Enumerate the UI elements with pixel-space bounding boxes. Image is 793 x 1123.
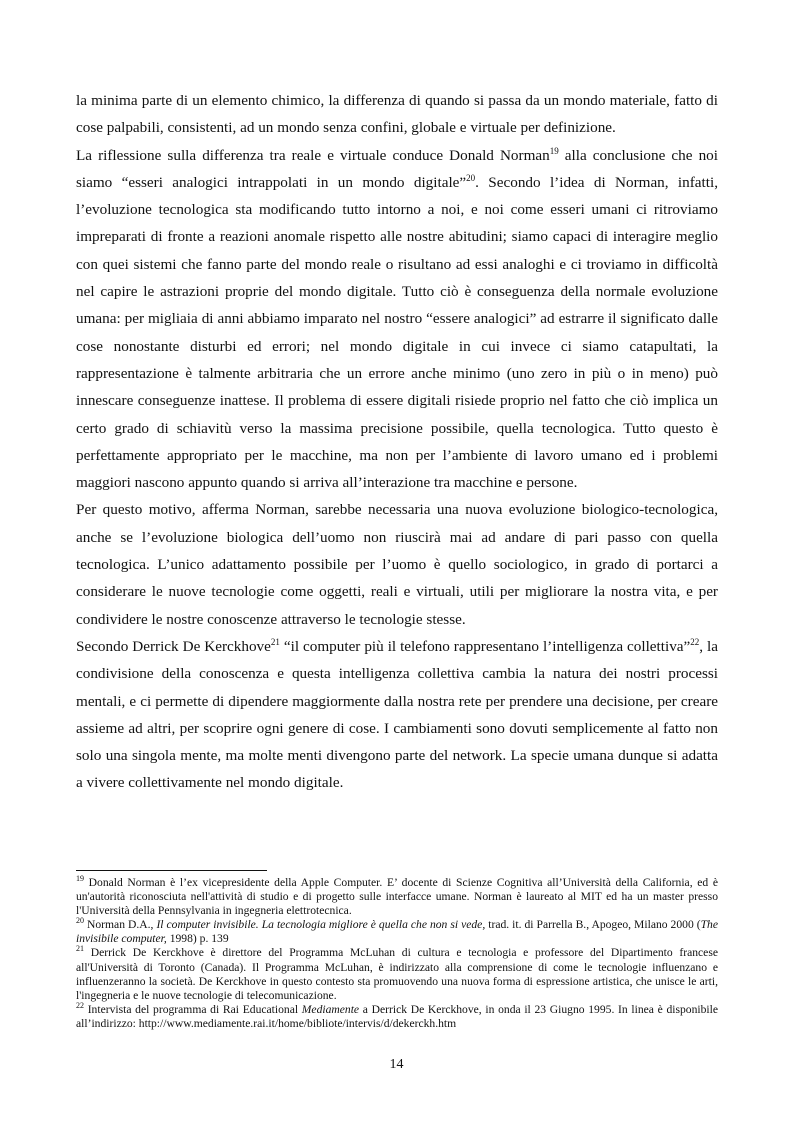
- footnote: [76, 946, 718, 1002]
- show-title: Mediamente: [301, 1002, 360, 1016]
- footnote-text: Norman D.A.,: [84, 918, 157, 932]
- footnote-text: Derrick De Kerckhove è direttore del Programma McLuhan di cultura e tecnologia e professore del Dipartimento francese all'Università di Toronto (Canada). Il Programma McLuhan, è indirizzato alla comprensione di come le tecnologie influenzano e influenzeranno la società. De Kerckhove in questo contesto sta promuovendo una nuova forma di espressione artistica, che unisce le arti, l'ingegneria e le nuove tecnologie di telecomunicazione.: [76, 946, 718, 1002]
- footnote-number: 22: [76, 1000, 84, 1010]
- text-run: alla conclusione che noi siamo “esseri analogici intrappolati in un mondo digitale”: [76, 146, 718, 191]
- paragraph: [76, 142, 718, 497]
- paragraph: Per questo motivo, afferma Norman, sarebbe necessaria una nuova evoluzione biologico-tecnologica, anche se l’evoluzione biologica dell’uomo non riuscirà mai ad andare di pari passo con quella tecnologica. L’unico adattamento possibile per l’uomo è quello sociologico, in grado di portarci a considerare le nuove tecnologie come oggetti, reali e virtuali, utili per migliorare la nostra vita, e per condividere le nostre conoscenze attraverso le tecnologie stesse.: [76, 501, 718, 628]
- footnote-text: Intervista del programma di Rai Educational: [84, 1002, 302, 1016]
- footnote: [76, 876, 718, 918]
- text-run: La riflessione sulla differenza tra reale e virtuale conduce Donald Norman: [76, 146, 550, 164]
- footnote: [76, 1000, 718, 1031]
- body-text: [76, 87, 718, 797]
- page-number: 14: [389, 1057, 404, 1072]
- text-run: Secondo Derrick De Kerckhove: [76, 637, 271, 655]
- footnote: [76, 918, 718, 946]
- footnote-text: Donald Norman è l’ex vicepresidente della Apple Computer. E’ docente di Scienze Cognitiva all’Università della California, ed è un'autorità riconosciuta nell'attività di studio e di progetto sulle interfacce umane. Norman è laureato al MIT ed ha un master presso l'Università della Pennsylvania in ingegneria elettrotecnica.: [76, 876, 718, 918]
- footnotes: [76, 876, 718, 1031]
- footnote-number: 20: [76, 916, 84, 926]
- paragraph: la minima parte di un elemento chimico, la differenza di quando si passa da un mondo materiale, fatto di cose palpabili, consistenti, ad un mondo senza confini, globale e virtuale per definizione.: [76, 92, 718, 137]
- footnote-divider: [76, 870, 267, 871]
- original-title: The invisibile computer,: [76, 918, 718, 946]
- footnote-ref[interactable]: 21: [270, 636, 280, 647]
- text-run: , la condivisione della conoscenza e questa intelligenza collettiva cambia la natura dei nostri processi mentali, e ci permette di dipendere maggiormente dalla nostra rete per prendere una decisione, per creare assieme ad altri, per scoprire ogni genere di cose. I cambiamenti sono dovuti semplicemente al fatto non solo una singola mente, ma molte menti divengono parte del network. La specie umana dunque si adatta a vivere collettivamente nel mondo digitale.: [76, 637, 718, 792]
- footnote-text: trad. it. di Parrella B., Apogeo, Milano 2000 (: [485, 918, 701, 932]
- footnote-text: 1998) p. 139: [166, 932, 229, 946]
- footnote-ref[interactable]: 19: [549, 145, 559, 156]
- footnote-ref[interactable]: 20: [466, 172, 476, 183]
- footnote-ref[interactable]: 22: [690, 636, 700, 647]
- text-run: “il computer più il telefono rappresentano l’intelligenza collettiva”: [279, 637, 691, 655]
- footnote-number: 19: [76, 874, 84, 883]
- footnote-number: 21: [76, 944, 84, 954]
- book-title: Il computer invisibile. La tecnologia migliore è quella che non si vede,: [156, 918, 486, 932]
- paragraph: [76, 633, 718, 797]
- footnote-text: a Derrick De Kerckhove, in onda il 23 Giugno 1995. In linea è disponibile all’indirizzo: http://www.mediamente.rai.it/home/bibliote/intervis/d/dekerckh.htm: [76, 1002, 718, 1030]
- text-run: . Secondo l’idea di Norman, infatti, l’evoluzione tecnologica sta modificando tutto intorno a noi, e noi come esseri umani ci ritroviamo impreparati di fronte a reazioni anomale rispetto alle nostre abitudini; siamo capaci di interagire meglio con quei sistemi che fanno parte del mondo reale o risultano ad essi analoghi e ci troviamo in difficoltà nel capire le astrazioni proprie del mondo digitale. Tutto ciò è conseguenza della normale evoluzione umana: per migliaia di anni abbiamo imparato nel nostro “essere analogici” ad estrarre il significato dalle cose nonostante disturbi ed errori; nel mondo digitale in cui invece ci siamo catapultati, la rappresentazione è talmente arbitraria che un errore anche minimo (uno zero in più o in meno) può innescare conseguenze inattese. Il problema di essere digitali risiede proprio nel fatto che ciò implica un certo grado di schiavitù verso la massima precisione possibile, quella tecnologica. Tutto questo è perfettamente appropriato per le macchine, ma non per l’ambiente di lavoro umano ed i problemi maggiori nascono appunto quando si arriva all’interazione tra macchine e persone.: [76, 173, 718, 492]
